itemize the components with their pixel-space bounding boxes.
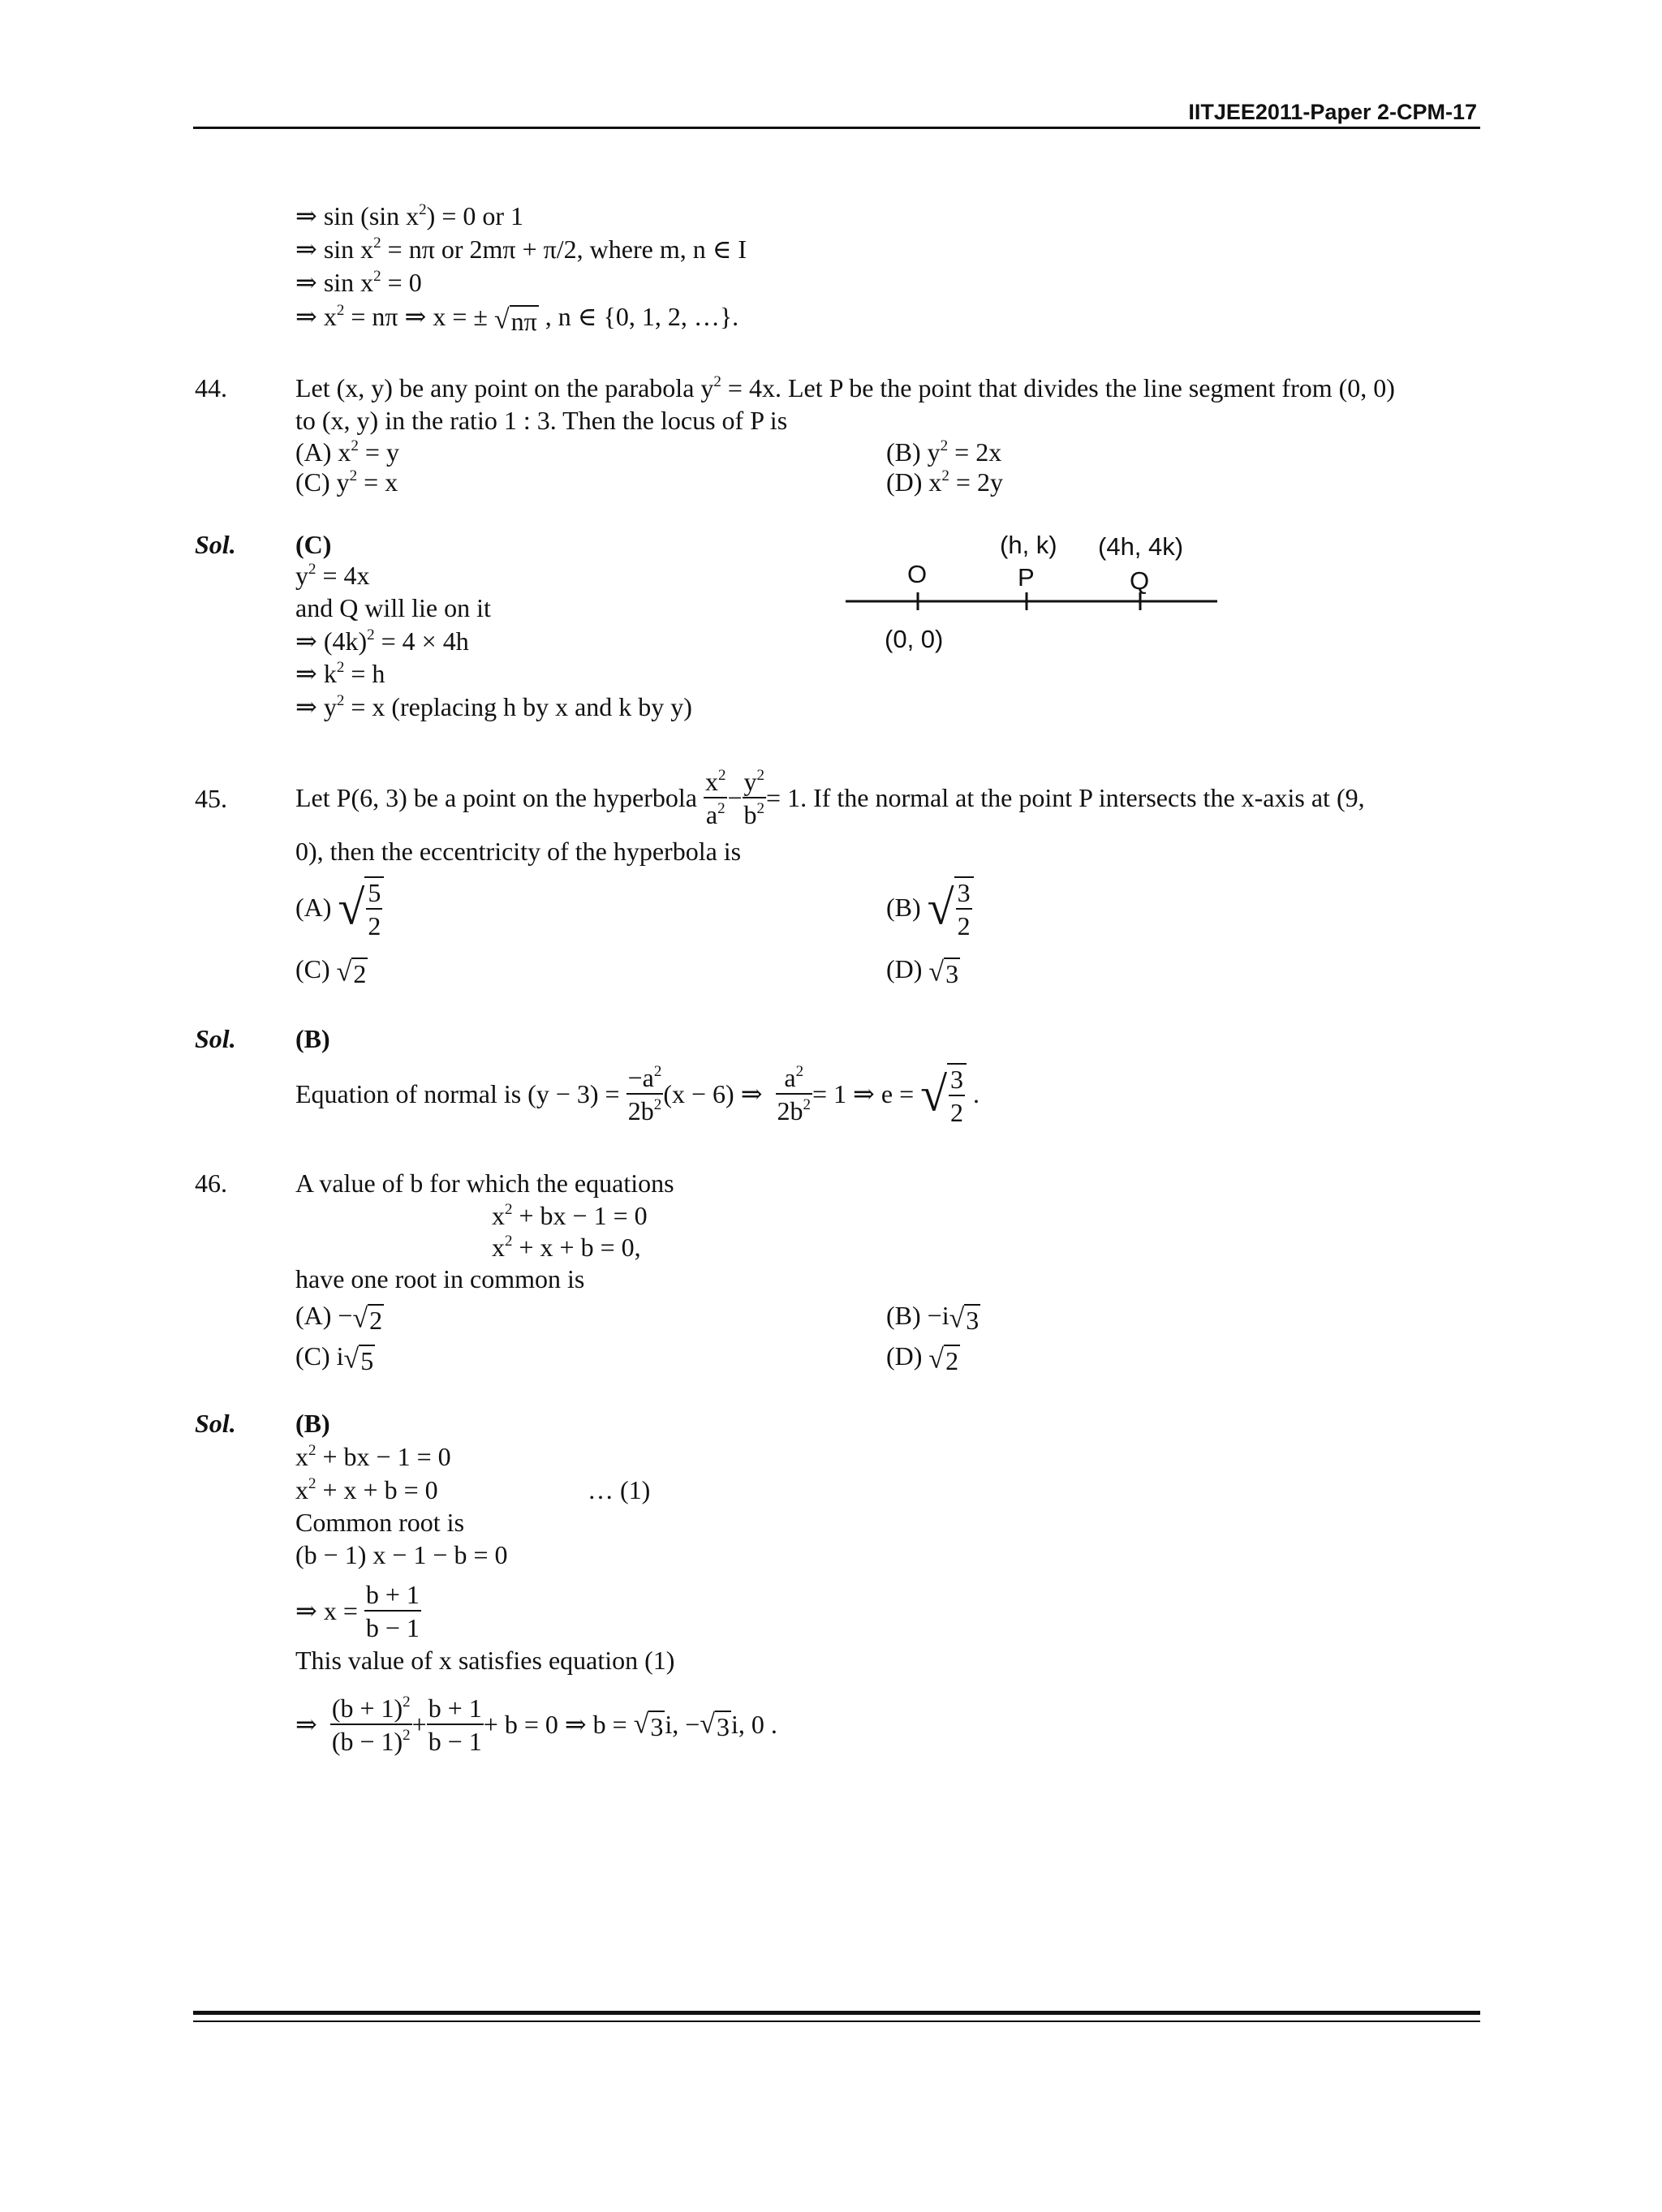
q45-text-1: Let P(6, 3) be a point on the hyperbola $\frac{x^2}{a^2}$ − $\frac{y^2}{b^2}$ = 1 . If the normal at the point P intersects the x-axis at (9, [295,766,1365,829]
prev-line-3: ⇒ $\sin x^2 = 0$ [295,268,422,297]
sol46-equation-ref: … (1) [588,1475,651,1504]
q46-number: 46. [195,1168,227,1198]
q45-text-2: 0), then the eccentricity of the hyperbola is [295,837,742,866]
prev-line-2: ⇒ $\sin x^2 = n\pi$ or 2mπ + π/2, where m, n ∈ I [295,235,747,264]
q44-option-c: (C) $y^2 = x$ [295,467,398,497]
q46-option-c: (C) i√5 [295,1341,374,1376]
sol44-line-1: $y^2 = 4x$ [295,561,370,590]
sol44-line-5: ⇒ $y^2 = x$ (replacing h by x and k by y) [295,692,692,721]
sol44-answer: (C) [295,530,332,559]
sol44-line-2: and Q will lie on it [295,593,491,622]
section-formula-figure [844,527,1225,657]
sol46-line-6: This value of x satisfies equation (1) [295,1646,675,1675]
prev-line-4: ⇒ $x^2 = n\pi$ ⇒ x = ± √nπ , n ∈ {0, 1, 2, …}. [295,302,739,337]
prev-line-1: ⇒ sin (sin $x^2) = 0$ or 1 [295,201,524,230]
q44-number: 44. [195,373,227,402]
footer-rule-thick [193,2011,1480,2015]
q44-option-b: (B) $y^2 = 2x$ [886,437,1002,467]
sol44-line-3: ⇒ $(4k)^2 = 4 \times 4h$ [295,626,469,656]
q45-option-b: (B) √ $\frac{3}{2}$ [886,875,974,940]
sol46-answer: (B) [295,1409,330,1438]
q44-text-1: Let (x, y) be any point on the parabola $y^2 = 4x$. Let P be the point that divides the line segment from (0, 0) [295,373,1395,402]
point-q-coord: (4h, 4k) [1098,532,1184,561]
point-o-label: O [907,560,928,588]
sol45-answer: (B) [295,1024,330,1053]
origin-coord-label: (0, 0) [885,625,944,653]
footer-rule-thin [193,2020,1480,2022]
q46-equation-2: $x^2 + x + b = 0$, [492,1233,641,1262]
q46-option-a: (A) −√2 [295,1301,383,1336]
q46-text-1: A value of b for which the equations [295,1168,674,1198]
point-p-label: P [1018,563,1035,592]
q46-option-d: (D) √2 [886,1341,959,1376]
sol44-label: Sol. [195,530,236,559]
q45-number: 45. [195,784,227,813]
q46-equation-1: $x^2$ + bx − 1 = 0 [492,1201,648,1230]
q45-option-c: (C) √2 [295,954,367,989]
sol46-line-7: ⇒ $\frac{(b + 1)^2}{(b - 1)^2}$ + $\frac{b + 1}{b - 1}$ + b = 0 ⇒ b = √3 i, − √3 i, 0 . [295,1693,777,1756]
q44-option-a: (A) $x^2 = y$ [295,437,399,467]
sol46-line-5: ⇒ x = $\frac{b + 1}{b - 1}$ [295,1579,420,1642]
sol46-line-3: Common root is [295,1508,465,1537]
sol45-label: Sol. [195,1024,236,1053]
point-q-label: Q [1130,566,1150,595]
point-p-coord: (h, k) [1000,531,1057,559]
q44-text-2: to (x, y) in the ratio 1 : 3. Then the locus of P is [295,406,788,435]
page-header: IITJEE2011-Paper 2-CPM-17 [1188,100,1477,124]
q44-option-d: (D) $x^2 = 2y$ [886,467,1003,497]
sol45-equation: Equation of normal is (y − 3) = $\frac{-a^2}{2b^2}$ (x − 6) ⇒ $\frac{a^2}{2b^2}$ = 1 ⇒ e = √ $\frac{3}{2}$ . [295,1062,980,1127]
q45-option-d: (D) √3 [886,954,959,989]
sol46-label: Sol. [195,1409,236,1438]
sol46-line-1: $x^2$ + bx − 1 = 0 [295,1442,451,1471]
q46-option-b: (B) −i√3 [886,1301,980,1336]
q45-option-a: (A) √ $\frac{5}{2}$ [295,875,384,940]
sol46-line-4: (b − 1) x − 1 − b = 0 [295,1540,508,1569]
header-rule [193,127,1480,129]
q46-text-2: have one root in common is [295,1264,585,1293]
sol46-line-2: $x^2 + x + b = 0$ [295,1475,438,1504]
sol44-line-4: ⇒ $k^2 = h$ [295,659,385,688]
